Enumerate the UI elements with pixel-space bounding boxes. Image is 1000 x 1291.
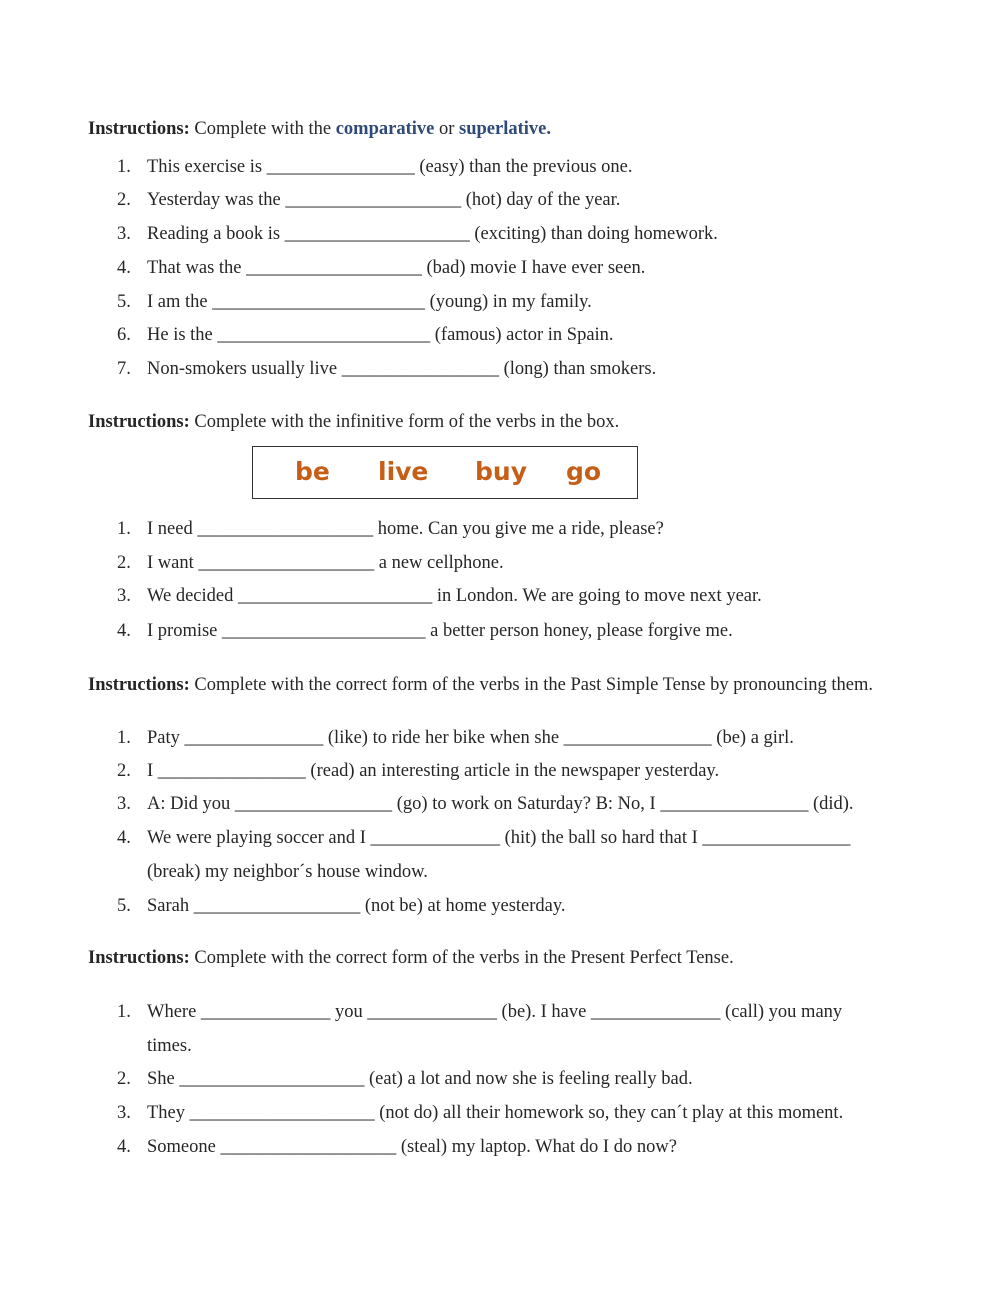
instructions-label: Instructions: bbox=[88, 675, 190, 695]
word-be: be bbox=[295, 457, 330, 486]
word-buy: buy bbox=[475, 457, 527, 486]
item-number: 1. bbox=[117, 728, 131, 748]
word-live: live bbox=[378, 457, 429, 486]
keyword-comparative: comparative bbox=[335, 119, 435, 139]
instructions-text: Complete with the correct form of the verbs in the Past Simple Tense by pronouncing them. bbox=[189, 675, 874, 695]
item-number: 3. bbox=[117, 1103, 131, 1123]
item-number: 4. bbox=[117, 621, 131, 641]
exercise-item: They ____________________ (not do) all their homework so, they can´t play at this moment. bbox=[147, 1103, 844, 1123]
instructions-label: Instructions: bbox=[88, 119, 190, 139]
keyword-superlative: superlative. bbox=[459, 119, 551, 139]
exercise-item: I promise ______________________ a better person honey, please forgive me. bbox=[147, 621, 733, 641]
item-number: 3. bbox=[117, 794, 131, 814]
instructions-text: Complete with the correct form of the verbs in the Present Perfect Tense. bbox=[189, 948, 734, 968]
item-number: 7. bbox=[117, 359, 131, 379]
exercise-item: Where ______________ you ______________ (be). I have ______________ (call) you many bbox=[147, 1002, 843, 1022]
exercise-item: We were playing soccer and I ______________ (hit) the ball so hard that I ________________ bbox=[147, 828, 851, 848]
section-2-instructions bbox=[88, 411, 619, 433]
item-number: 1. bbox=[117, 157, 131, 177]
item-number: 3. bbox=[117, 586, 131, 606]
exercise-item: I want ___________________ a new cellphone. bbox=[147, 553, 504, 573]
section-1-instructions bbox=[88, 118, 551, 140]
item-number: 2. bbox=[117, 553, 131, 573]
item-number: 4. bbox=[117, 258, 131, 278]
instructions-label: Instructions: bbox=[88, 412, 190, 432]
item-number: 5. bbox=[117, 896, 131, 916]
word-box bbox=[252, 446, 638, 499]
exercise-item: I ________________ (read) an interesting article in the newspaper yesterday. bbox=[147, 761, 720, 781]
item-number: 1. bbox=[117, 1002, 131, 1022]
item-number: 5. bbox=[117, 292, 131, 312]
item-number: 1. bbox=[117, 519, 131, 539]
instructions-label: Instructions: bbox=[88, 948, 190, 968]
exercise-item: Someone ___________________ (steal) my laptop. What do I do now? bbox=[147, 1137, 677, 1157]
instructions-text: Complete with the bbox=[189, 119, 336, 139]
exercise-item: Reading a book is ____________________ (exciting) than doing homework. bbox=[147, 224, 718, 244]
instructions-text: or bbox=[434, 119, 460, 139]
exercise-item: Paty _______________ (like) to ride her bike when she ________________ (be) a girl. bbox=[147, 728, 794, 748]
item-number: 4. bbox=[117, 1137, 131, 1157]
exercise-item: That was the ___________________ (bad) movie I have ever seen. bbox=[147, 258, 646, 278]
item-number: 2. bbox=[117, 190, 131, 210]
exercise-item: This exercise is ________________ (easy) than the previous one. bbox=[147, 157, 633, 177]
exercise-item: A: Did you _________________ (go) to work on Saturday? B: No, I ________________ (did). bbox=[147, 794, 854, 814]
exercise-item: He is the _______________________ (famous) actor in Spain. bbox=[147, 325, 614, 345]
exercise-item: Yesterday was the ___________________ (hot) day of the year. bbox=[147, 190, 621, 210]
exercise-item: I need ___________________ home. Can you give me a ride, please? bbox=[147, 519, 664, 539]
item-number: 2. bbox=[117, 1069, 131, 1089]
section-4-instructions bbox=[88, 947, 734, 969]
section-3-instructions bbox=[88, 674, 873, 696]
exercise-item: We decided _____________________ in London. We are going to move next year. bbox=[147, 586, 762, 606]
exercise-item-continuation: times. bbox=[147, 1036, 192, 1056]
exercise-item: I am the _______________________ (young) in my family. bbox=[147, 292, 592, 312]
exercise-item-continuation: (break) my neighbor´s house window. bbox=[147, 862, 428, 882]
word-go: go bbox=[566, 457, 602, 486]
item-number: 4. bbox=[117, 828, 131, 848]
item-number: 2. bbox=[117, 761, 131, 781]
item-number: 6. bbox=[117, 325, 131, 345]
instructions-text: Complete with the infinitive form of the verbs in the box. bbox=[189, 412, 620, 432]
item-number: 3. bbox=[117, 224, 131, 244]
exercise-item: Non-smokers usually live _________________ (long) than smokers. bbox=[147, 359, 657, 379]
exercise-item: Sarah __________________ (not be) at home yesterday. bbox=[147, 896, 566, 916]
exercise-item: She ____________________ (eat) a lot and now she is feeling really bad. bbox=[147, 1069, 693, 1089]
